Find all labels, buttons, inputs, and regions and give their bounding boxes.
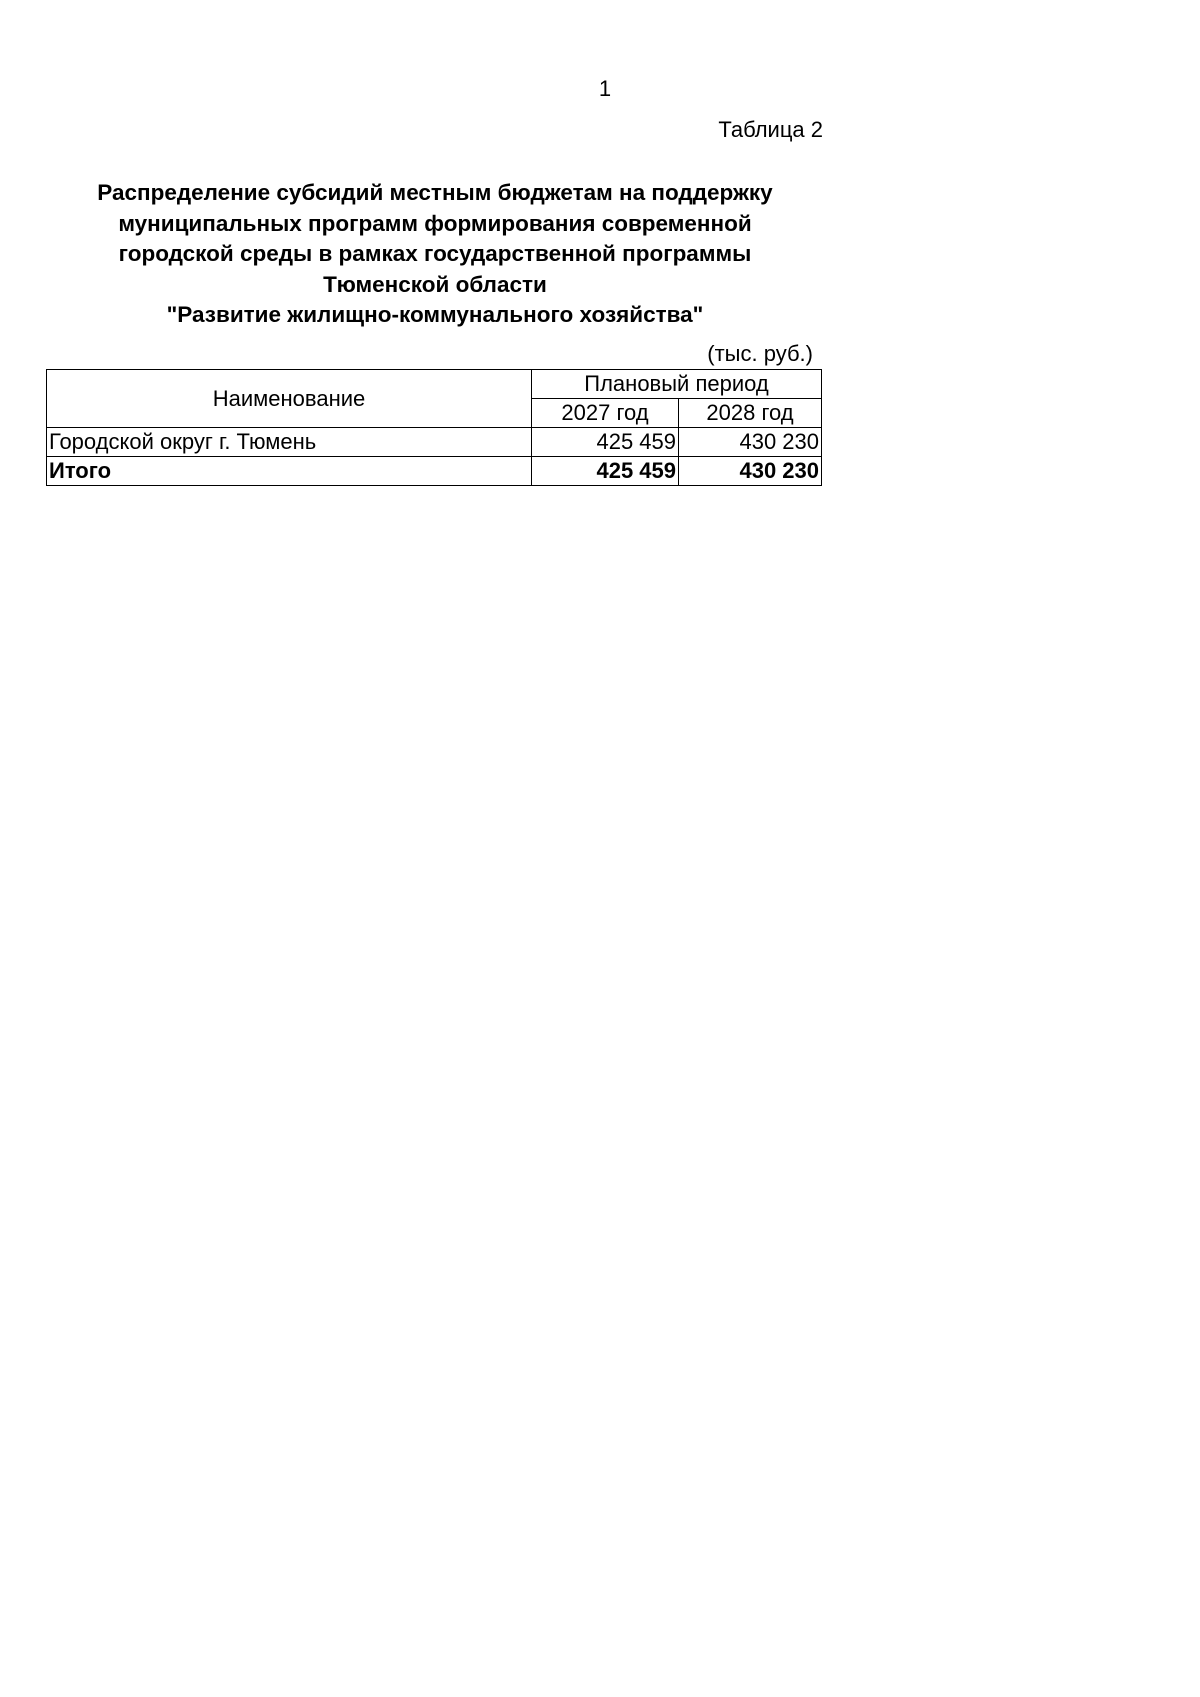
units-label: (тыс. руб.) <box>707 341 813 366</box>
municipality-name: Городской округ г. Тюмень <box>47 428 532 457</box>
subsidy-table <box>46 369 822 486</box>
total-label: Итого <box>47 457 532 486</box>
year-header-2028: 2028 год <box>679 399 822 428</box>
value-2027: 425 459 <box>532 428 679 457</box>
table-row <box>47 428 822 457</box>
total-2028: 430 230 <box>679 457 822 486</box>
title-line: "Развитие жилищно-коммунального хозяйства" <box>166 302 704 327</box>
table-header-row <box>47 370 822 399</box>
total-2027: 425 459 <box>532 457 679 486</box>
planning-period-header: Плановый период <box>532 370 822 399</box>
year-header-2027: 2027 год <box>532 399 679 428</box>
title-line: Распределение субсидий местным бюджетам на поддержку <box>97 180 773 205</box>
title-line: городской среды в рамках государственной программы <box>118 241 752 266</box>
value-2028: 430 230 <box>679 428 822 457</box>
title-line: Тюменской области <box>323 271 547 297</box>
total-row <box>47 457 822 486</box>
table-label: Таблица 2 <box>718 117 823 142</box>
title-line: муниципальных программ формирования современной <box>118 210 752 236</box>
page-number: 1 <box>598 76 612 101</box>
document-title <box>40 178 830 331</box>
name-column-header: Наименование <box>47 370 532 428</box>
